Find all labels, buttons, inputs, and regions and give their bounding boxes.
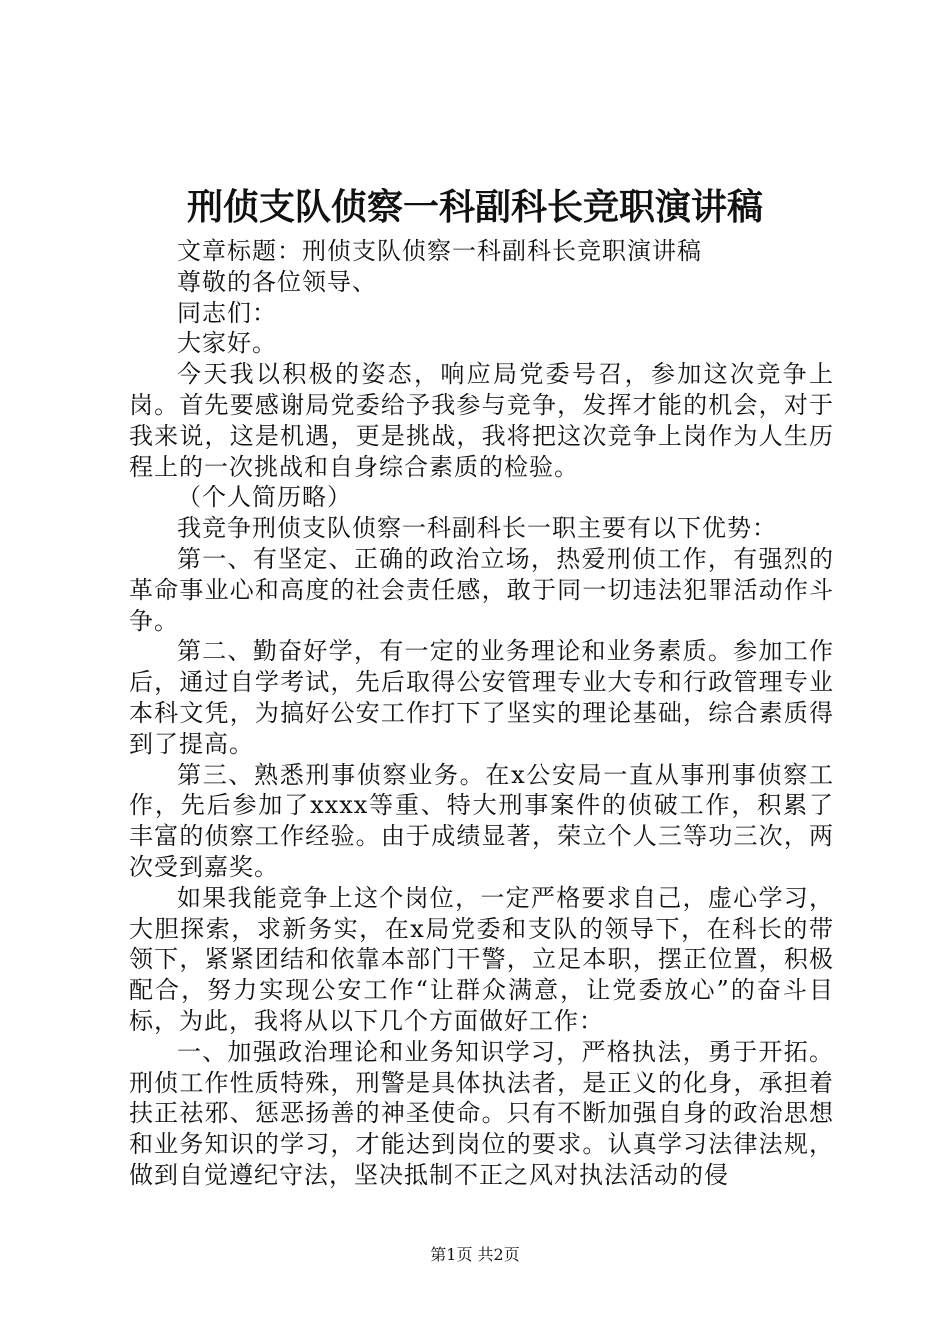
paragraph-commitment: 如果我能竞争上这个岗位，一定严格要求自己，虚心学习，大胆探索，求新务实，在x局党委和支队的领导下，在科长的带领下，紧紧团结和依靠本部门干警，立足本职，摆正位置，积极配合，努力实现公安工作“让群众满意，让党委放心”的奋斗目标，为此，我将从以下几个方面做好工作： <box>129 883 834 1035</box>
paragraph-advantage-2: 第二、勤奋好学，有一定的业务理论和业务素质。参加工作后，通过自学考试，先后取得公安管理专业大专和行政管理专业本科文凭，为搞好公安工作打下了坚实的理论基础，综合素质得到了提高。 <box>129 637 834 758</box>
salutation-leaders: 尊敬的各位领导、 <box>177 267 377 296</box>
greeting: 大家好。 <box>177 329 277 358</box>
salutation-comrades: 同志们： <box>177 298 277 327</box>
document-body <box>129 236 834 1191</box>
paragraph-advantages-lead: 我竞争刑侦支队侦察一科副科长一职主要有以下优势： <box>177 514 777 543</box>
document-title: 刑侦支队侦察一科副科长竞职演讲稿 <box>186 186 763 228</box>
article-title-line: 文章标题：刑侦支队侦察一科副科长竞职演讲稿 <box>177 237 702 265</box>
paragraph-resume-note: （个人简历略） <box>177 483 352 512</box>
paragraph-advantage-3: 第三、熟悉刑事侦察业务。在x公安局一直从事刑事侦察工作，先后参加了xxxx等重、特大刑事案件的侦破工作，积累了丰富的侦察工作经验。由于成绩显著，荣立个人三等功三次，两次受到嘉奖。 <box>129 760 834 881</box>
paragraph-intro: 今天我以积极的姿态，响应局党委号召，参加这次竞争上岗。首先要感谢局党委给予我参与竞争，发挥才能的机会，对于我来说，这是机遇，更是挑战，我将把这次竞争上岗作为人生历程上的一次挑战和自身综合素质的检验。 <box>129 360 834 481</box>
paragraph-plan-1: 一、加强政治理论和业务知识学习，严格执法，勇于开拓。刑侦工作性质特殊，刑警是具体执法者，是正义的化身，承担着扶正祛邪、惩恶扬善的神圣使命。只有不断加强自身的政治思想和业务知识的学习，才能达到岗位的要求。认真学习法律法规，做到自觉遵纪守法，坚决抵制不正之风对执法活动的侵 <box>129 1037 834 1189</box>
paragraph-advantage-1: 第一、有坚定、正确的政治立场，热爱刑侦工作，有强烈的革命事业心和高度的社会责任感，敢于同一切违法犯罪活动作斗争。 <box>129 544 834 635</box>
page-number-footer: 第1页 共2页 <box>430 1245 520 1264</box>
